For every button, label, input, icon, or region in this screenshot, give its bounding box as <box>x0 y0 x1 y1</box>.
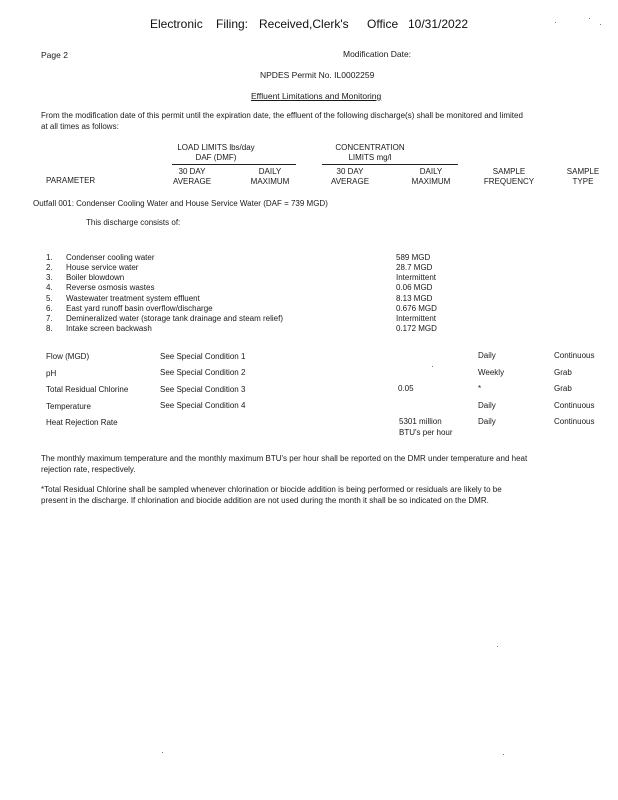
parameter-name: Temperature <box>46 402 91 411</box>
col-daily-max-load-1: DAILY <box>258 167 282 176</box>
parameter-condition: See Special Condition 3 <box>160 385 246 394</box>
col-daily-max-conc-1: DAILY <box>419 167 443 176</box>
scan-speck <box>162 752 163 753</box>
component-num: 8. <box>46 324 53 333</box>
load-limits-header: LOAD LIMITS lbs/day <box>177 143 255 152</box>
stamp-electronic: Electronic <box>150 17 203 31</box>
parameter-name: pH <box>46 369 57 378</box>
scan-speck <box>432 366 433 367</box>
component-num: 6. <box>46 304 53 313</box>
component-num: 1. <box>46 253 53 262</box>
note-chlorine-line-2: present in the discharge. If chlorination and biocide addition are not used during the month it shall be so indicated on the DMR. <box>41 496 489 505</box>
note-temperature-line-1: The monthly maximum temperature and the monthly maximum BTU's per hour shall be reported on the DMR under temperature and heat <box>41 454 528 463</box>
component-name: Reverse osmosis wastes <box>66 283 155 292</box>
col-sample-type-2: TYPE <box>572 177 594 186</box>
stamp-date: 10/31/2022 <box>408 17 469 31</box>
concentration-header: CONCENTRATION <box>335 143 405 152</box>
parameter-conc-daily: 0.05 <box>398 384 414 393</box>
component-value: 28.7 MGD <box>396 263 433 272</box>
concentration-subheader: LIMITS mg/l <box>348 153 392 162</box>
parameter-type: Grab <box>554 368 572 377</box>
col-sample-frequency-2: FREQUENCY <box>483 177 535 186</box>
component-value: 589 MGD <box>396 253 431 262</box>
note-temperature-line-2: rejection rate, respectively. <box>41 465 136 474</box>
scan-speck <box>555 22 556 23</box>
component-name: House service water <box>66 263 139 272</box>
component-name: Condenser cooling water <box>66 253 155 262</box>
parameter-name: Flow (MGD) <box>46 352 90 361</box>
component-num: 3. <box>46 273 53 282</box>
intro-line-1: From the modification date of this permit until the expiration date, the effluent of the following discharge(s) shall be monitored and limited <box>41 111 523 120</box>
parameter-frequency: Daily <box>478 401 496 410</box>
col-30day-avg-conc-2: AVERAGE <box>330 177 370 186</box>
scan-speck <box>600 24 601 25</box>
parameter-type: Continuous <box>554 351 595 360</box>
col-sample-frequency-1: SAMPLE <box>492 167 526 176</box>
parameter-conc-daily: 5301 million <box>399 417 442 426</box>
parameter-frequency: Weekly <box>478 368 505 377</box>
col-parameter: PARAMETER <box>46 176 96 185</box>
outfall-title: Outfall 001: Condenser Cooling Water and House Service Water (DAF = 739 MGD) <box>33 199 328 208</box>
parameter-condition: See Special Condition 4 <box>160 401 246 410</box>
parameter-name: Heat Rejection Rate <box>46 418 118 427</box>
scan-speck <box>503 754 504 755</box>
col-daily-max-conc-2: MAXIMUM <box>411 177 451 186</box>
parameter-condition: See Special Condition 1 <box>160 352 246 361</box>
parameter-frequency: Daily <box>478 351 496 360</box>
component-value: Intermittent <box>396 314 437 323</box>
scan-speck <box>589 18 590 19</box>
parameter-frequency: Daily <box>478 417 496 426</box>
stamp-received: Received,Clerk's <box>259 17 349 31</box>
col-30day-avg-conc-1: 30 DAY <box>336 167 364 176</box>
stamp-office: Office <box>367 17 399 31</box>
permit-number: NPDES Permit No. IL0002259 <box>260 70 375 80</box>
parameter-frequency: * <box>478 384 482 393</box>
component-name: Boiler blowdown <box>66 273 125 282</box>
page-label: Page 2 <box>41 50 68 60</box>
intro-line-2: at all times as follows: <box>41 122 119 131</box>
parameter-type: Grab <box>554 384 572 393</box>
note-chlorine-line-1: *Total Residual Chlorine shall be sampled whenever chlorination or biocide addition is being performed or residuals are likely to be <box>41 485 502 494</box>
component-num: 7. <box>46 314 53 323</box>
component-value: 0.06 MGD <box>396 283 433 292</box>
concentration-rule <box>322 164 458 165</box>
component-value: 0.172 MGD <box>396 324 437 333</box>
component-num: 2. <box>46 263 53 272</box>
load-limits-subheader: DAF (DMF) <box>195 153 237 162</box>
parameter-conc-daily-unit: BTU's per hour <box>399 428 453 437</box>
component-num: 5. <box>46 294 53 303</box>
component-value: 8.13 MGD <box>396 294 433 303</box>
parameter-name: Total Residual Chlorine <box>46 385 129 394</box>
component-name: East yard runoff basin overflow/discharge <box>66 304 213 313</box>
component-value: Intermittent <box>396 273 437 282</box>
component-name: Demineralized water (storage tank drainage and steam relief) <box>66 314 283 323</box>
modification-date: Modification Date: <box>343 49 412 59</box>
parameter-condition: See Special Condition 2 <box>160 368 246 377</box>
scan-speck <box>497 646 498 647</box>
component-num: 4. <box>46 283 53 292</box>
parameter-type: Continuous <box>554 401 595 410</box>
col-30day-avg-load-1: 30 DAY <box>178 167 206 176</box>
section-title: Effluent Limitations and Monitoring <box>251 91 382 101</box>
parameter-type: Continuous <box>554 417 595 426</box>
stamp-filing: Filing: <box>216 17 249 31</box>
col-30day-avg-load-2: AVERAGE <box>172 177 212 186</box>
col-sample-type-1: SAMPLE <box>566 167 600 176</box>
load-limits-rule <box>172 164 296 165</box>
component-value: 0.676 MGD <box>396 304 437 313</box>
component-name: Intake screen backwash <box>66 324 152 333</box>
component-name: Wastewater treatment system effluent <box>66 294 200 303</box>
col-daily-max-load-2: MAXIMUM <box>250 177 290 186</box>
discharge-consists: This discharge consists of: <box>86 218 181 227</box>
